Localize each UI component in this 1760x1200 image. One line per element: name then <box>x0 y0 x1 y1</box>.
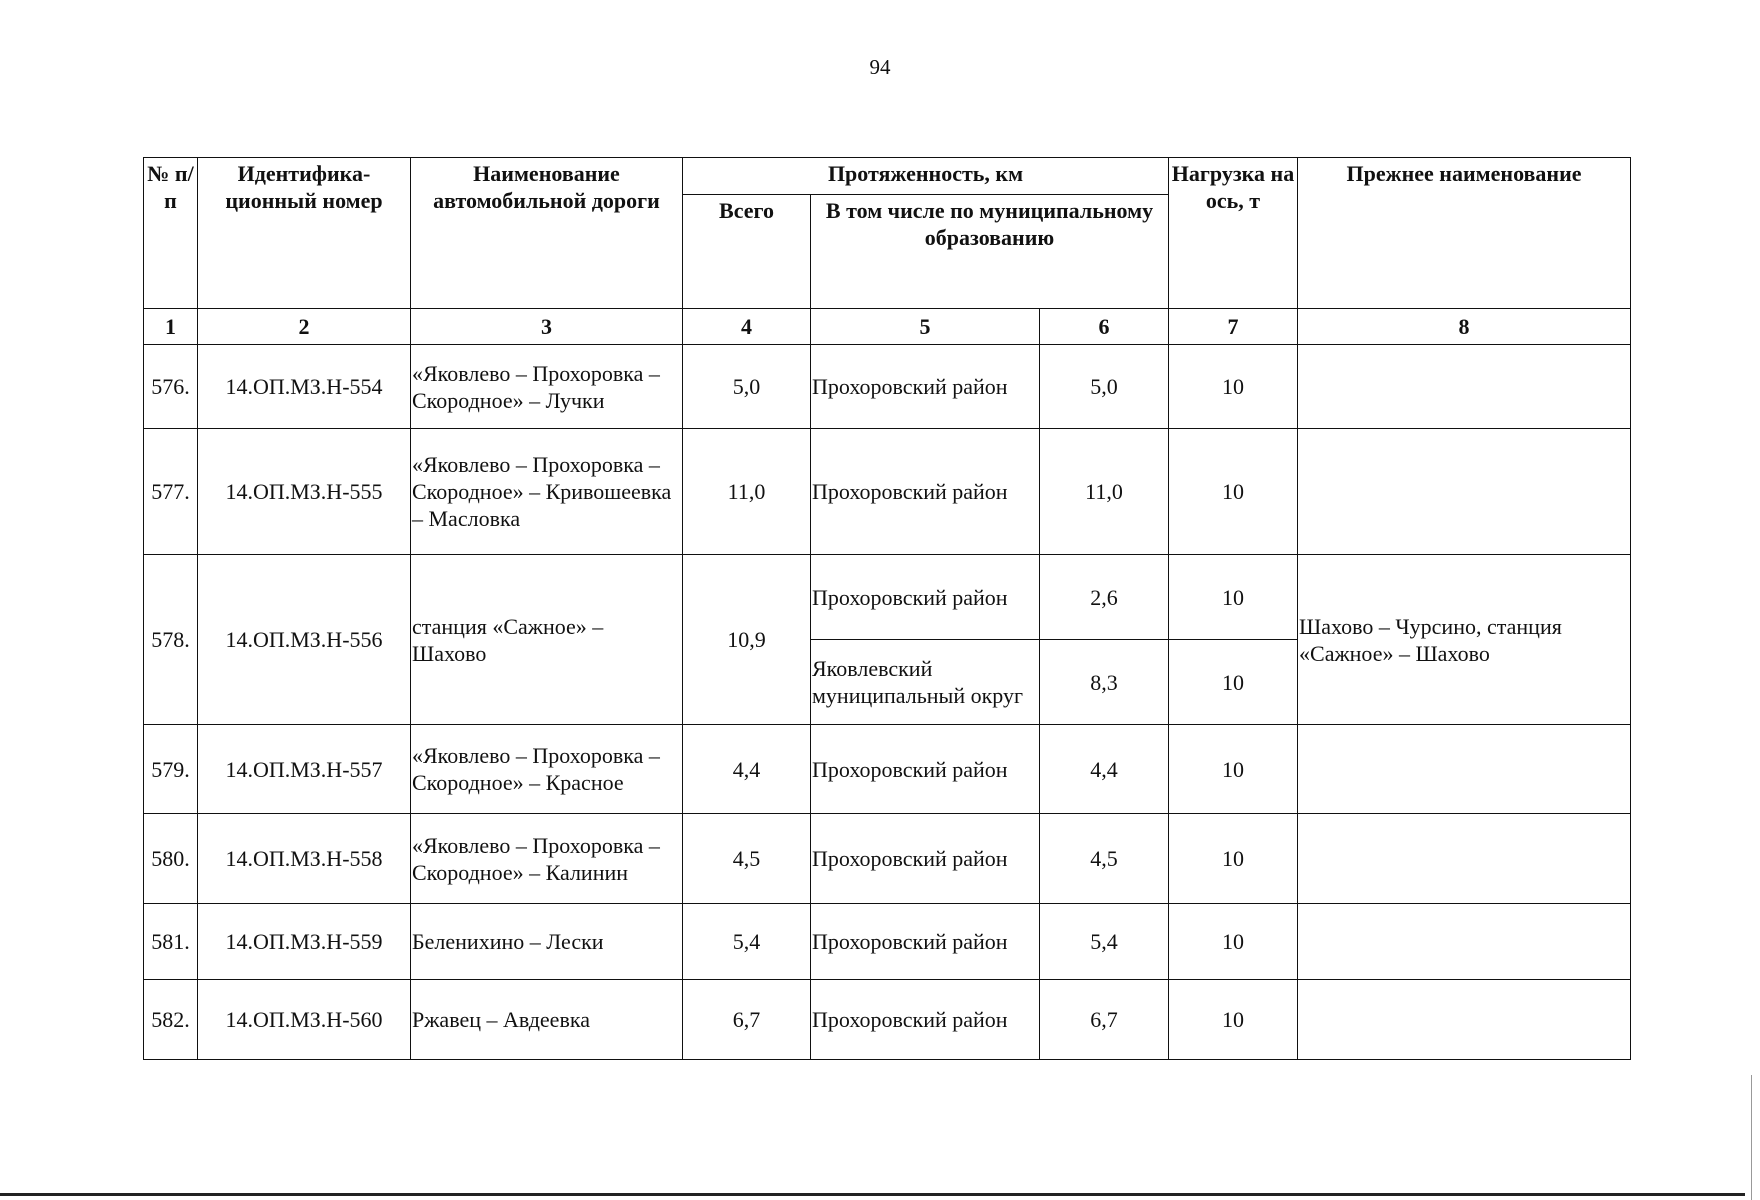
table-row <box>144 345 1631 429</box>
axle-load: 10 <box>1169 904 1298 980</box>
former-name <box>1298 814 1631 904</box>
former-name: Шахово – Чурсино, станция «Сажное» – Шахово <box>1298 555 1631 725</box>
axle-load: 10 <box>1169 725 1298 814</box>
road-name: «Яковлево – Прохоровка – Скородное» – Кривошеевка – Масловка <box>411 429 683 555</box>
former-name <box>1298 980 1631 1060</box>
road-id: 14.ОП.МЗ.Н-556 <box>198 555 411 725</box>
municipality: Прохоровский район <box>811 345 1040 429</box>
column-number-row <box>144 309 1631 345</box>
road-name: «Яковлево – Прохоровка – Скородное» – Красное <box>411 725 683 814</box>
length-total: 4,4 <box>683 725 811 814</box>
row-number: 581. <box>144 904 198 980</box>
column-number: 5 <box>811 309 1040 345</box>
roads-table <box>143 157 1631 1060</box>
road-id: 14.ОП.МЗ.Н-557 <box>198 725 411 814</box>
header-total: Всего <box>683 195 811 309</box>
axle-load: 10 <box>1169 555 1298 640</box>
scan-edge-mark <box>1751 1075 1752 1200</box>
axle-load: 10 <box>1169 345 1298 429</box>
table-row <box>144 980 1631 1060</box>
municipality: Прохоровский район <box>811 814 1040 904</box>
header-former: Прежнее наименование <box>1298 158 1631 309</box>
road-name: станция «Сажное» – Шахово <box>411 555 683 725</box>
length-total: 5,0 <box>683 345 811 429</box>
road-name: «Яковлево – Прохоровка – Скородное» – Калинин <box>411 814 683 904</box>
former-name <box>1298 725 1631 814</box>
length-total: 10,9 <box>683 555 811 725</box>
row-number: 582. <box>144 980 198 1060</box>
municipal-length: 5,0 <box>1040 345 1169 429</box>
municipal-length: 5,4 <box>1040 904 1169 980</box>
municipality: Прохоровский район <box>811 429 1040 555</box>
axle-load: 10 <box>1169 980 1298 1060</box>
column-number: 4 <box>683 309 811 345</box>
road-id: 14.ОП.МЗ.Н-560 <box>198 980 411 1060</box>
municipal-length: 4,4 <box>1040 725 1169 814</box>
column-number: 1 <box>144 309 198 345</box>
row-number: 576. <box>144 345 198 429</box>
table-row <box>144 814 1631 904</box>
header-length: Протяженность, км <box>683 158 1169 195</box>
header-name: Наименование автомобильной дороги <box>411 158 683 309</box>
municipal-length: 11,0 <box>1040 429 1169 555</box>
length-total: 4,5 <box>683 814 811 904</box>
municipality: Прохоровский район <box>811 980 1040 1060</box>
header-id: Идентифика-ционный номер <box>198 158 411 309</box>
municipality: Прохоровский район <box>811 725 1040 814</box>
header-num: № п/п <box>144 158 198 309</box>
former-name <box>1298 429 1631 555</box>
length-total: 11,0 <box>683 429 811 555</box>
row-number: 579. <box>144 725 198 814</box>
road-id: 14.ОП.МЗ.Н-555 <box>198 429 411 555</box>
road-id: 14.ОП.МЗ.Н-558 <box>198 814 411 904</box>
table-row <box>144 429 1631 555</box>
road-id: 14.ОП.МЗ.Н-559 <box>198 904 411 980</box>
row-number: 580. <box>144 814 198 904</box>
header-municipal: В том числе по муниципальному образованию <box>811 195 1169 309</box>
row-number: 578. <box>144 555 198 725</box>
axle-load: 10 <box>1169 640 1298 725</box>
municipality: Прохоровский район <box>811 555 1040 640</box>
former-name <box>1298 345 1631 429</box>
table-row <box>144 904 1631 980</box>
table-row <box>144 555 1631 640</box>
row-number: 577. <box>144 429 198 555</box>
page-number: 94 <box>869 55 891 79</box>
municipality: Яковлевский муниципальный округ <box>811 640 1040 725</box>
page-bottom-rule <box>0 1193 1745 1196</box>
column-number: 3 <box>411 309 683 345</box>
table-row <box>144 725 1631 814</box>
header-axle: Нагрузка на ось, т <box>1169 158 1298 309</box>
former-name <box>1298 904 1631 980</box>
municipal-length: 2,6 <box>1040 555 1169 640</box>
axle-load: 10 <box>1169 814 1298 904</box>
length-total: 6,7 <box>683 980 811 1060</box>
municipal-length: 4,5 <box>1040 814 1169 904</box>
column-number: 6 <box>1040 309 1169 345</box>
road-id: 14.ОП.МЗ.Н-554 <box>198 345 411 429</box>
road-name: «Яковлево – Прохоровка – Скородное» – Лучки <box>411 345 683 429</box>
road-name: Ржавец – Авдеевка <box>411 980 683 1060</box>
length-total: 5,4 <box>683 904 811 980</box>
column-number: 2 <box>198 309 411 345</box>
road-name: Беленихино – Лески <box>411 904 683 980</box>
column-number: 8 <box>1298 309 1631 345</box>
axle-load: 10 <box>1169 429 1298 555</box>
municipal-length: 6,7 <box>1040 980 1169 1060</box>
column-number: 7 <box>1169 309 1298 345</box>
municipal-length: 8,3 <box>1040 640 1169 725</box>
municipality: Прохоровский район <box>811 904 1040 980</box>
